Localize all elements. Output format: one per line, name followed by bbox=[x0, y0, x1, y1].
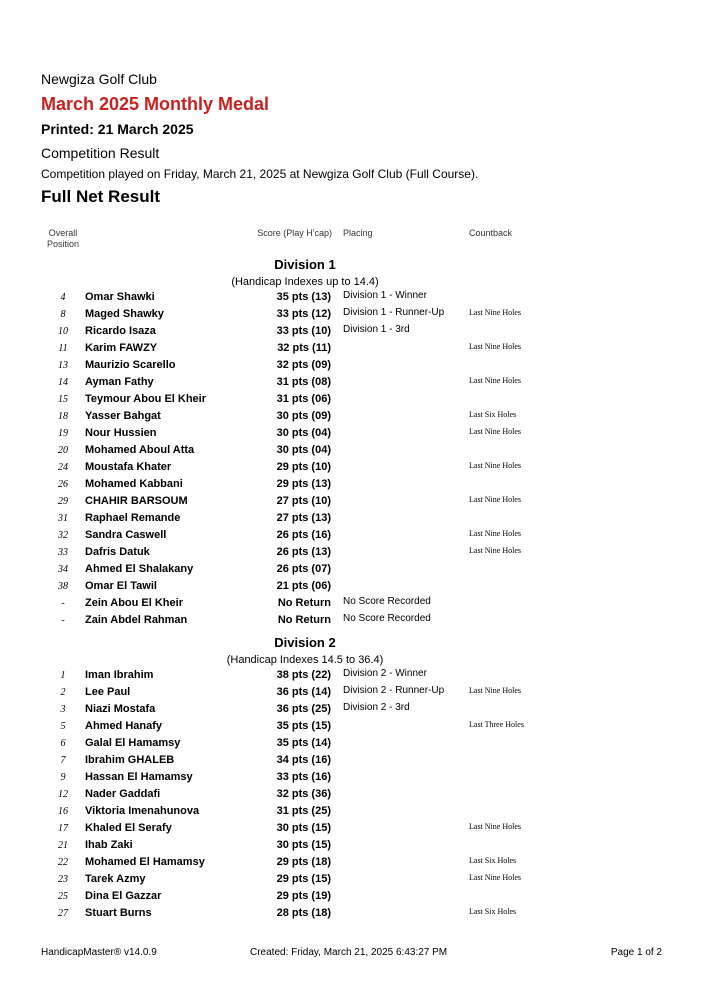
score-cell: 30 pts (04) bbox=[276, 444, 331, 456]
countback-cell: Last Six Holes bbox=[469, 907, 517, 916]
player-name-cell: Hassan El Hamamsy bbox=[85, 771, 193, 783]
player-name-cell: Mohamed El Hamamsy bbox=[85, 856, 205, 868]
countback-cell: Last Nine Holes bbox=[469, 686, 521, 695]
countback-cell: Last Nine Holes bbox=[469, 529, 521, 538]
table-row bbox=[0, 769, 707, 786]
position-cell: 9 bbox=[60, 772, 66, 783]
player-name-cell: Mohamed Aboul Atta bbox=[85, 444, 195, 456]
placing-cell: No Score Recorded bbox=[343, 596, 431, 607]
score-cell: 36 pts (14) bbox=[276, 686, 331, 698]
table-row bbox=[0, 837, 707, 854]
player-name-cell: Dina El Gazzar bbox=[85, 890, 162, 902]
position-cell: 16 bbox=[58, 806, 68, 817]
player-name-cell: Ahmed Hanafy bbox=[85, 720, 163, 732]
placing-cell: Division 1 - 3rd bbox=[343, 324, 410, 335]
position-cell: 10 bbox=[58, 326, 68, 337]
position-cell: 11 bbox=[58, 343, 68, 354]
countback-cell: Last Six Holes bbox=[469, 856, 517, 865]
countback-cell: Last Six Holes bbox=[469, 410, 517, 419]
player-name-cell: Viktoria Imenahunova bbox=[85, 805, 200, 817]
score-cell: 35 pts (15) bbox=[276, 720, 331, 732]
competition-title: March 2025 Monthly Medal bbox=[41, 94, 270, 114]
table-row bbox=[0, 854, 707, 871]
score-cell: 31 pts (06) bbox=[276, 393, 331, 405]
position-cell: 20 bbox=[58, 445, 68, 456]
table-row bbox=[0, 888, 707, 905]
player-name-cell: Zain Abdel Rahman bbox=[85, 614, 188, 626]
table-row bbox=[0, 493, 707, 510]
placing-cell: Division 1 - Runner-Up bbox=[343, 307, 445, 318]
player-name-cell: Ayman Fathy bbox=[85, 376, 154, 388]
table-row bbox=[0, 442, 707, 459]
score-cell: No Return bbox=[277, 614, 331, 626]
player-name-cell: Zein Abou El Kheir bbox=[85, 597, 183, 609]
placing-cell: Division 2 - 3rd bbox=[343, 702, 410, 713]
division-title: Division 2 bbox=[274, 635, 336, 650]
table-row bbox=[0, 289, 707, 306]
position-cell: - bbox=[61, 598, 65, 609]
division-subtitle: (Handicap Indexes up to 14.4) bbox=[231, 276, 379, 288]
score-cell: 32 pts (36) bbox=[276, 788, 331, 800]
countback-cell: Last Nine Holes bbox=[469, 822, 521, 831]
position-cell: 8 bbox=[60, 309, 66, 320]
score-cell: 27 pts (10) bbox=[276, 495, 331, 507]
countback-cell: Last Three Holes bbox=[469, 720, 524, 729]
score-cell: 38 pts (22) bbox=[276, 669, 331, 681]
position-cell: 13 bbox=[58, 360, 68, 371]
table-row bbox=[0, 595, 707, 612]
score-cell: 36 pts (25) bbox=[276, 703, 331, 715]
table-row bbox=[0, 905, 707, 922]
score-cell: 27 pts (13) bbox=[276, 512, 331, 524]
footer-software: HandicapMaster® v14.0.9 bbox=[41, 947, 157, 958]
score-cell: No Return bbox=[277, 597, 331, 609]
score-cell: 30 pts (15) bbox=[276, 822, 331, 834]
score-cell: 31 pts (25) bbox=[276, 805, 331, 817]
column-header-position: Overall Position bbox=[46, 228, 80, 249]
position-cell: 27 bbox=[58, 908, 68, 919]
position-cell: 32 bbox=[58, 530, 68, 541]
position-cell: 26 bbox=[58, 479, 68, 490]
score-cell: 29 pts (13) bbox=[276, 478, 331, 490]
score-cell: 31 pts (08) bbox=[276, 376, 331, 388]
score-cell: 30 pts (09) bbox=[276, 410, 331, 422]
player-name-cell: Karim FAWZY bbox=[85, 342, 158, 354]
player-name-cell: Nour Hussien bbox=[85, 427, 157, 439]
table-row bbox=[0, 323, 707, 340]
position-cell: 4 bbox=[60, 292, 66, 303]
table-row bbox=[0, 544, 707, 561]
countback-cell: Last Nine Holes bbox=[469, 376, 521, 385]
table-row bbox=[0, 701, 707, 718]
position-cell: 33 bbox=[58, 547, 68, 558]
position-cell: 7 bbox=[60, 755, 66, 766]
position-cell: 21 bbox=[58, 840, 68, 851]
player-name-cell: Yasser Bahgat bbox=[85, 410, 161, 422]
position-cell: 22 bbox=[58, 857, 68, 868]
player-name-cell: Stuart Burns bbox=[85, 907, 152, 919]
score-cell: 35 pts (14) bbox=[276, 737, 331, 749]
table-row bbox=[0, 612, 707, 629]
player-name-cell: Sandra Caswell bbox=[85, 529, 167, 541]
player-name-cell: Lee Paul bbox=[85, 686, 131, 698]
division-title: Division 1 bbox=[274, 257, 336, 272]
position-cell: 6 bbox=[60, 738, 66, 749]
score-cell: 34 pts (16) bbox=[276, 754, 331, 766]
table-row bbox=[0, 306, 707, 323]
column-header-placing: Placing bbox=[343, 228, 373, 238]
player-name-cell: Teymour Abou El Kheir bbox=[85, 393, 207, 405]
position-cell: 1 bbox=[60, 670, 66, 681]
score-cell: 29 pts (19) bbox=[276, 890, 331, 902]
player-name-cell: Moustafa Khater bbox=[85, 461, 172, 473]
score-cell: 29 pts (10) bbox=[276, 461, 331, 473]
score-cell: 32 pts (09) bbox=[276, 359, 331, 371]
score-cell: 29 pts (15) bbox=[276, 873, 331, 885]
column-header-score: Score (Play H'cap) bbox=[257, 228, 332, 238]
player-name-cell: Galal El Hamamsy bbox=[85, 737, 181, 749]
countback-cell: Last Nine Holes bbox=[469, 342, 521, 351]
table-row bbox=[0, 391, 707, 408]
division-subtitle: (Handicap Indexes 14.5 to 36.4) bbox=[226, 654, 384, 666]
score-cell: 29 pts (18) bbox=[276, 856, 331, 868]
placing-cell: Division 2 - Winner bbox=[343, 668, 427, 679]
player-name-cell: Ahmed El Shalakany bbox=[85, 563, 194, 575]
score-cell: 33 pts (10) bbox=[276, 325, 331, 337]
countback-cell: Last Nine Holes bbox=[469, 546, 521, 555]
position-cell: 29 bbox=[58, 496, 68, 507]
player-name-cell: Omar El Tawil bbox=[85, 580, 157, 592]
player-name-cell: Maged Shawky bbox=[85, 308, 164, 320]
position-cell: 31 bbox=[58, 513, 68, 524]
placing-cell: Division 1 - Winner bbox=[343, 290, 427, 301]
player-name-cell: CHAHIR BARSOUM bbox=[85, 495, 188, 507]
countback-cell: Last Nine Holes bbox=[469, 461, 521, 470]
table-row bbox=[0, 340, 707, 357]
score-cell: 21 pts (06) bbox=[276, 580, 331, 592]
score-cell: 30 pts (15) bbox=[276, 839, 331, 851]
table-row bbox=[0, 718, 707, 735]
score-cell: 35 pts (13) bbox=[276, 291, 331, 303]
score-cell: 32 pts (11) bbox=[277, 342, 331, 354]
position-cell: 15 bbox=[58, 394, 68, 405]
table-row bbox=[0, 476, 707, 493]
table-row bbox=[0, 357, 707, 374]
player-name-cell: Omar Shawki bbox=[85, 291, 155, 303]
position-cell: 12 bbox=[58, 789, 68, 800]
position-cell: 24 bbox=[58, 462, 68, 473]
player-name-cell: Raphael Remande bbox=[85, 512, 181, 524]
player-name-cell: Iman Ibrahim bbox=[85, 669, 154, 681]
player-name-cell: Maurizio Scarello bbox=[85, 359, 176, 371]
player-name-cell: Mohamed Kabbani bbox=[85, 478, 183, 490]
player-name-cell: Ibrahim GHALEB bbox=[85, 754, 175, 766]
result-heading: Full Net Result bbox=[41, 187, 161, 206]
footer-page-number: Page 1 of 2 bbox=[610, 947, 662, 958]
table-row bbox=[0, 786, 707, 803]
result-subtitle: Competition Result bbox=[41, 145, 160, 161]
countback-cell: Last Nine Holes bbox=[469, 495, 521, 504]
table-row bbox=[0, 510, 707, 527]
table-row bbox=[0, 374, 707, 391]
score-cell: 33 pts (16) bbox=[276, 771, 331, 783]
table-row bbox=[0, 425, 707, 442]
countback-cell: Last Nine Holes bbox=[469, 308, 521, 317]
player-name-cell: Nader Gaddafi bbox=[85, 788, 161, 800]
player-name-cell: Tarek Azmy bbox=[85, 873, 146, 885]
position-cell: 19 bbox=[58, 428, 68, 439]
position-cell: 17 bbox=[58, 823, 68, 834]
placing-cell: No Score Recorded bbox=[343, 613, 431, 624]
table-row bbox=[0, 820, 707, 837]
club-name: Newgiza Golf Club bbox=[41, 71, 157, 87]
player-name-cell: Niazi Mostafa bbox=[85, 703, 156, 715]
position-cell: 25 bbox=[58, 891, 68, 902]
column-header-countback: Countback bbox=[469, 228, 513, 238]
score-cell: 26 pts (07) bbox=[276, 563, 331, 575]
position-cell: 2 bbox=[60, 687, 66, 698]
player-name-cell: Khaled El Serafy bbox=[85, 822, 172, 834]
position-cell: 34 bbox=[58, 564, 68, 575]
table-row bbox=[0, 561, 707, 578]
score-cell: 26 pts (13) bbox=[276, 546, 331, 558]
position-cell: 18 bbox=[58, 411, 68, 422]
score-cell: 28 pts (18) bbox=[276, 907, 331, 919]
table-row bbox=[0, 527, 707, 544]
competition-description: Competition played on Friday, March 21, 2025 at Newgiza Golf Club (Full Course). bbox=[41, 167, 479, 181]
player-name-cell: Ricardo Isaza bbox=[85, 325, 156, 337]
score-cell: 33 pts (12) bbox=[276, 308, 331, 320]
countback-cell: Last Nine Holes bbox=[469, 427, 521, 436]
position-cell: - bbox=[61, 615, 65, 626]
position-cell: 23 bbox=[58, 874, 68, 885]
table-row bbox=[0, 667, 707, 684]
placing-cell: Division 2 - Runner-Up bbox=[343, 685, 445, 696]
table-row bbox=[0, 735, 707, 752]
position-cell: 38 bbox=[58, 581, 68, 592]
player-name-cell: Dafris Datuk bbox=[85, 546, 150, 558]
position-cell: 14 bbox=[58, 377, 68, 388]
table-row bbox=[0, 408, 707, 425]
player-name-cell: Ihab Zaki bbox=[85, 839, 133, 851]
table-row bbox=[0, 871, 707, 888]
table-row bbox=[0, 459, 707, 476]
table-row bbox=[0, 752, 707, 769]
position-cell: 5 bbox=[60, 721, 66, 732]
table-row bbox=[0, 803, 707, 820]
position-cell: 3 bbox=[60, 704, 66, 715]
table-row bbox=[0, 684, 707, 701]
footer-created: Created: Friday, March 21, 2025 6:43:27 PM bbox=[250, 947, 448, 958]
table-row bbox=[0, 578, 707, 595]
countback-cell: Last Nine Holes bbox=[469, 873, 521, 882]
score-cell: 26 pts (16) bbox=[276, 529, 331, 541]
score-cell: 30 pts (04) bbox=[276, 427, 331, 439]
printed-date: Printed: 21 March 2025 bbox=[41, 121, 194, 137]
